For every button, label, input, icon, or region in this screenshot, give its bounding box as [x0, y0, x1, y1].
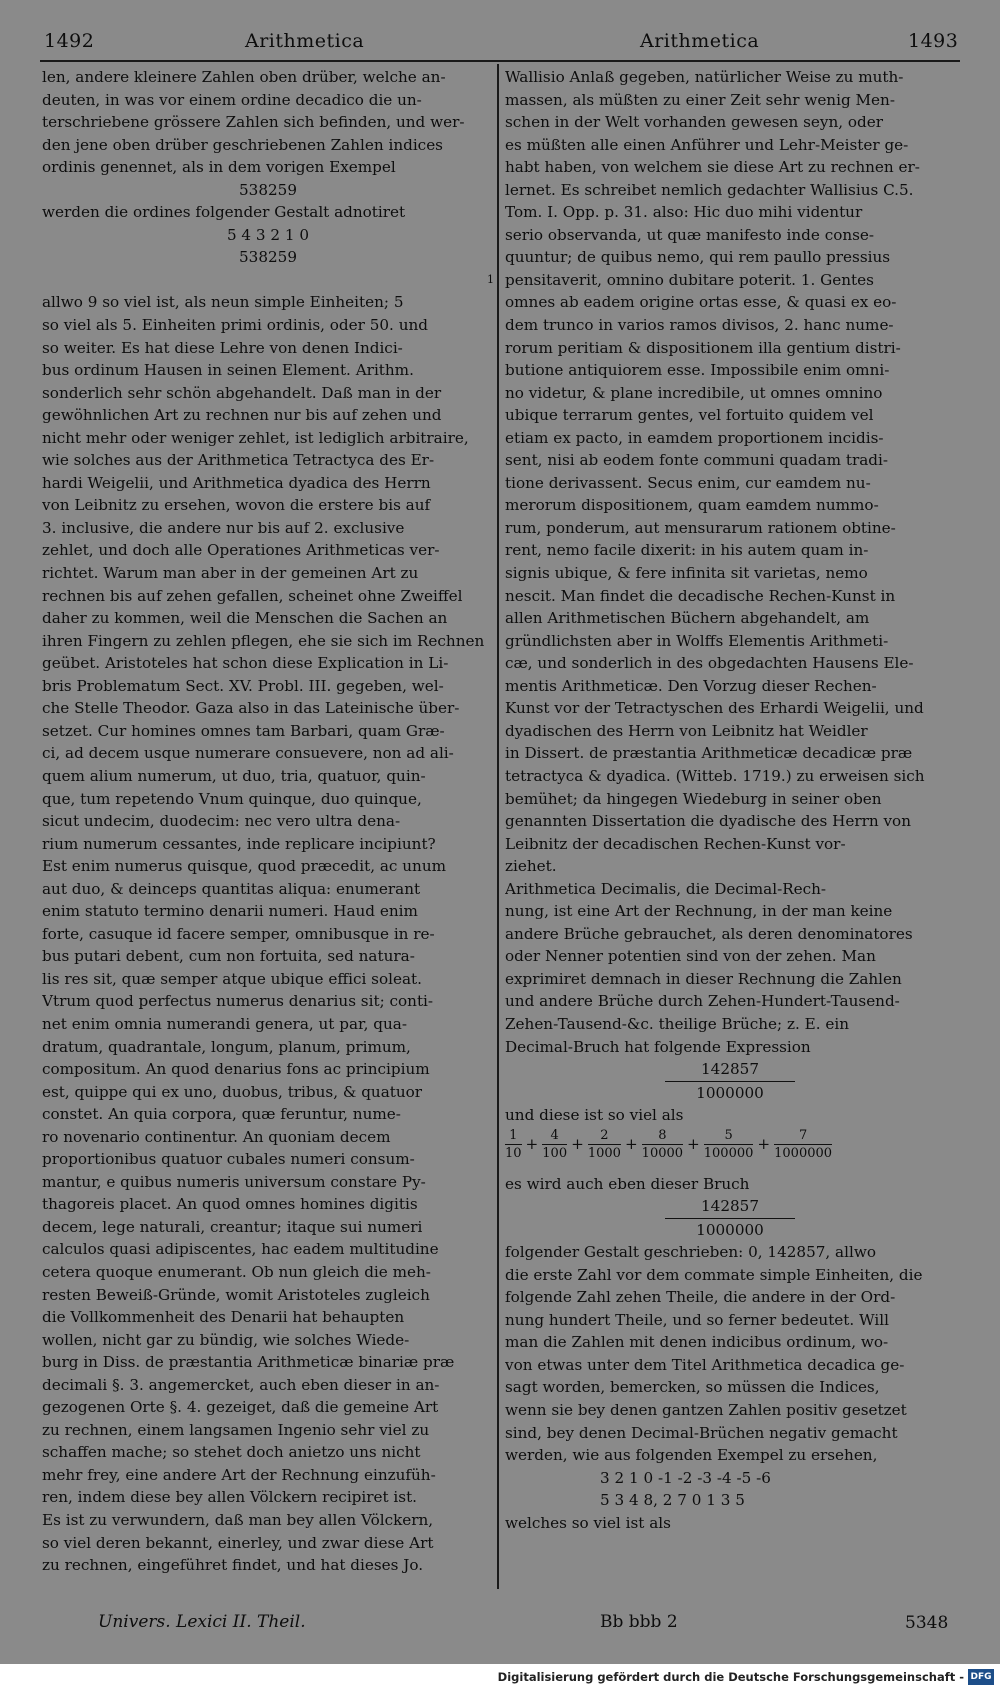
fraction-bar: [665, 1218, 795, 1219]
text-line: geübet. Aristoteles hat schon diese Explication in Li-: [42, 654, 449, 673]
text-line: cetera quoque enumerant. Ob nun gleich die meh-: [42, 1262, 431, 1281]
text-line: wollen, nicht gar zu bündig, wie solches Wiede-: [42, 1330, 410, 1349]
banner-text: Digitalisierung gefördert durch die Deutsche Forschungsgemeinschaft -: [497, 1670, 964, 1684]
text-line: 3. inclusive, die andere nur bis auf 2. exclusive: [42, 518, 405, 537]
sum-fraction-numerator: 7: [798, 1127, 808, 1143]
text-line: Vtrum quod perfectus numerus denarius sit; conti-: [42, 992, 434, 1011]
text-line: dratum, quadrantale, longum, planum, primum,: [42, 1037, 411, 1056]
number-example: 5 3 4 8, 2 7 0 1 3 5: [600, 1491, 745, 1510]
text-line: est, quippe qui ex uno, duobus, tribus, & quatuor: [42, 1082, 423, 1101]
text-line: so viel als 5. Einheiten primi ordinis, oder 50. und: [42, 316, 428, 335]
text-line: que, tum repetendo Vnum quinque, duo quinque,: [42, 789, 422, 808]
text-line: nung, ist eine Art der Rechnung, in der man keine: [505, 902, 893, 921]
text-line: hardi Weigelii, und Arithmetica dyadica des Herrn: [42, 473, 431, 492]
text-line: che Stelle Theodor. Gaza also in das Lateinische über-: [42, 699, 460, 718]
digitization-banner: [0, 1664, 1000, 1692]
text-line: tione derivassent. Secus enim, cur eamdem nu-: [505, 473, 871, 492]
text-line: deuten, in was vor einem ordine decadico die un-: [42, 90, 422, 109]
text-line: quem alium numerum, ut duo, tria, quatuor, quin-: [42, 766, 426, 785]
text-line: decem, lege naturali, creantur; itaque sui numeri: [42, 1217, 423, 1236]
text-line: genannten Dissertation die dyadische des Herrn von: [505, 812, 911, 831]
text-line: so viel deren bekannt, einerley, und zwar diese Art: [42, 1533, 434, 1552]
sum-fraction-numerator: 5: [724, 1127, 733, 1143]
text-line: so weiter. Es hat diese Lehre von denen Indici-: [42, 338, 403, 357]
text-line: massen, als müßten zu einer Zeit sehr wenig Men-: [505, 90, 895, 109]
text-line: oder Nenner potentien sind von der zehen. Man: [505, 947, 876, 966]
text-line: daher zu kommen, weil die Menschen die Sachen an: [42, 609, 448, 628]
text-line: lis res sit, quæ semper atque ubique effici soleat.: [42, 969, 422, 988]
plus-sign: +: [757, 1134, 771, 1153]
text-line: Est enim numerus quisque, quod præcedit, ac unum: [42, 857, 447, 876]
dfg-logo: DFG: [968, 1669, 994, 1685]
text-line: rium numerum cessantes, inde replicare incipiunt?: [42, 834, 436, 853]
text-line: compositum. An quod denarius fons ac principium: [42, 1060, 430, 1079]
text-line: wenn sie bey denen gantzen Zahlen positiv gesetzet: [505, 1400, 907, 1419]
right-column-lower-text: [505, 1241, 955, 1466]
sum-fraction: [704, 1127, 754, 1162]
text-line: setzet. Cur homines omnes tam Barbari, quam Græ-: [42, 721, 445, 740]
text-line: aut duo, & deinceps quantitas aliqua: enumerant: [42, 879, 421, 898]
text-line: butione antiquiorem esse. Impossibile enim omni-: [505, 361, 890, 380]
text-line: calculos quasi adipiscentes, hac eadem multitudine: [42, 1240, 439, 1259]
text-line: es müßten alle einen Anführer und Lehr-Meister ge-: [505, 135, 909, 154]
plus-sign: +: [525, 1134, 539, 1153]
text-line: richtet. Warum man aber in der gemeinen Art zu: [42, 564, 419, 583]
text-line: no videtur, & plane incredibile, ut omnes omnino: [505, 383, 883, 402]
text-line: und andere Brüche durch Zehen-Hundert-Tausend-: [505, 992, 900, 1011]
text-line: signis ubique, & fere infinita sit varietas, nemo: [505, 564, 868, 583]
right-column-text: [505, 66, 955, 1058]
text-line: von Leibnitz zu ersehen, wovon die erstere bis auf: [42, 496, 431, 515]
text-line: mantur, e quibus numeris universum constare Py-: [42, 1172, 426, 1191]
sum-fraction-denominator: 100000: [703, 1145, 754, 1161]
second-fraction: [505, 1195, 955, 1241]
text-line: Wallisio Anlaß gegeben, natürlicher Weise zu muth-: [505, 68, 904, 86]
sum-fraction: [642, 1127, 683, 1162]
text-line: gründlichsten aber in Wolffs Elementis Arithmeti-: [505, 631, 889, 650]
text-line: Arithmetica Decimalis, die Decimal-Rech-: [505, 879, 827, 898]
fraction-bar: [665, 1081, 795, 1082]
second-fraction-denominator: 1000000: [696, 1220, 764, 1239]
text-line: ci, ad decem usque numerare consuevere, non ad ali-: [42, 744, 454, 763]
text-line: andere Brüche gebrauchet, als deren denominatores: [505, 924, 913, 943]
text-line: ren, indem diese bey allen Völckern recipiret ist.: [42, 1488, 418, 1507]
text-line: zu rechnen, eingeführet findet, und hat dieses Jo.: [42, 1556, 424, 1575]
sum-fraction-numerator: 1: [509, 1127, 518, 1143]
catchword: Bb bbb 2: [600, 1612, 678, 1632]
text-line: omnes ab eadem origine ortas esse, & quasi ex eo-: [505, 293, 897, 312]
sum-fraction-numerator: 8: [658, 1127, 667, 1143]
text-line: sent, nisi ab eodem fonte communi quadam tradi-: [505, 451, 888, 470]
page-code: 5348: [905, 1613, 949, 1633]
text-line: Zehen-Tausend-&c. theilige Brüche; z. E. ein: [505, 1014, 849, 1033]
right-page-number: 1493: [908, 30, 959, 52]
left-running-title: Arithmetica: [245, 30, 365, 52]
text-line: 538259: [239, 180, 297, 199]
column-rule: [497, 64, 499, 1589]
text-line: sicut undecim, duodecim: nec vero ultra dena-: [42, 812, 401, 831]
text-line: lernet. Es schreibet nemlich gedachter Wallisius C.5.: [505, 180, 914, 199]
text-line: ziehet.: [505, 857, 557, 876]
text-line: schen in der Welt vorhanden gewesen seyn, oder: [505, 113, 884, 132]
text-line: burg in Diss. de præstantia Arithmeticæ binariæ præ: [42, 1353, 455, 1372]
text-line: serio observanda, ut quæ manifesto inde conse-: [505, 225, 875, 244]
text-line: allen Arithmetischen Büchern abgehandelt, am: [505, 609, 870, 628]
text-line: die erste Zahl vor dem commate simple Einheiten, die: [505, 1265, 923, 1284]
text-line: ordinis genennet, als in dem vorigen Exempel: [42, 158, 396, 177]
text-line: exprimiret demnach in dieser Rechnung die Zahlen: [505, 969, 902, 988]
text-line: nung hundert Theile, und so ferner bedeutet. Will: [505, 1310, 889, 1329]
sum-fraction: [774, 1127, 832, 1162]
text-line: dem trunco in varios ramos divisos, 2. hanc nume-: [505, 316, 894, 335]
sum-fraction: [542, 1127, 567, 1162]
text-line: gezogenen Orte §. 4. gezeiget, daß die gemeine Art: [42, 1398, 439, 1417]
text-line: bus putari debent, cum non fortuita, sed natura-: [42, 947, 415, 966]
sum-fraction-numerator: 2: [600, 1127, 609, 1143]
text-line: merorum dispositionem, quam eamdem nummo-: [505, 496, 879, 515]
text-line: sind, bey denen Decimal-Brüchen negativ gemacht: [505, 1423, 898, 1442]
text-line: enim statuto termino denarii numeri. Haud enim: [42, 902, 418, 921]
after-sum-text: es wird auch eben dieser Bruch: [505, 1174, 750, 1193]
right-last-line: welches so viel ist als: [505, 1513, 671, 1532]
text-line: mentis Arithmeticæ. Den Vorzug dieser Rechen-: [505, 676, 877, 695]
text-line: den jene oben drüber geschriebenen Zahlen indices: [42, 135, 443, 154]
text-line: len, andere kleinere Zahlen oben drüber, welche an-: [42, 68, 446, 86]
text-line: rent, nemo facile dixerit: in his autem quam in-: [505, 541, 869, 560]
text-line: habt haben, von welchem sie diese Art zu rechnen er-: [505, 158, 920, 177]
page-header: [0, 30, 1000, 64]
text-line: bris Problematum Sect. XV. Probl. III. gegeben, wel-: [42, 676, 444, 695]
text-line: ihren Fingern zu zehlen pflegen, ehe sie sich im Rechnen: [42, 631, 485, 650]
right-running-title: Arithmetica: [640, 30, 760, 52]
main-fraction-denominator: 1000000: [696, 1083, 764, 1102]
text-line: Kunst vor der Tetractyschen des Erhardi Weigelii, und: [505, 699, 924, 718]
text-line: folgender Gestalt geschrieben: 0, 142857, allwo: [505, 1243, 876, 1262]
text-line: allwo 9 so viel ist, als neun simple Einheiten; 5: [42, 293, 404, 312]
text-line: ubique terrarum gentes, vel fortuito quidem vel: [505, 406, 874, 425]
sum-fraction: [588, 1127, 621, 1162]
text-line: mehr frey, eine andere Art der Rechnung einzufüh-: [42, 1465, 436, 1484]
text-line: rechnen bis auf zehen gefallen, scheinet ohne Zweiffel: [42, 586, 463, 605]
left-column: [42, 66, 494, 1577]
text-line: constet. An quia corpora, quæ feruntur, nume-: [42, 1105, 401, 1124]
sum-fraction-numerator: 4: [550, 1127, 559, 1143]
text-line: schaffen mache; so stehet doch anietzo uns nicht: [42, 1443, 421, 1462]
text-line: net enim omnia numerandi genera, ut par, qua-: [42, 1014, 407, 1033]
text-line: nicht mehr oder weniger zehlet, ist lediglich arbitraire,: [42, 428, 469, 447]
main-fraction: [505, 1058, 955, 1104]
text-line: pensitaverit, omnino dubitare poterit. 1. Gentes: [505, 270, 874, 289]
after-fraction-text: und diese ist so viel als: [505, 1106, 684, 1125]
right-column: [505, 66, 955, 1534]
signature-line: Univers. Lexici II. Theil.: [98, 1612, 306, 1632]
sum-fraction-denominator: 10000: [641, 1145, 684, 1161]
text-line: man die Zahlen mit denen indicibus ordinum, wo-: [505, 1333, 889, 1352]
text-line: gewöhnlichen Art zu rechnen nur bis auf zehen und: [42, 406, 442, 425]
text-line: dyadischen des Herrn von Leibnitz hat Weidler: [505, 721, 868, 740]
text-line: bus ordinum Hausen in seinen Element. Arithm.: [42, 361, 414, 380]
text-line: zu rechnen, einem langsamen Ingenio sehr viel zu: [42, 1420, 430, 1439]
text-line: zehlet, und doch alle Operationes Arithmeticas ver-: [42, 541, 440, 560]
plus-sign: +: [624, 1134, 638, 1153]
sum-fraction-denominator: 1000: [587, 1145, 621, 1161]
sum-fraction-denominator: 1000000: [774, 1145, 833, 1161]
text-line: in Dissert. de præstantia Arithmeticæ decadicæ præ: [505, 744, 913, 763]
text-line: ro novenario continentur. An quoniam decem: [42, 1127, 391, 1146]
text-line: Leibnitz der decadischen Rechen-Kunst vor-: [505, 834, 846, 853]
text-line: sagt worden, bemercken, so müssen die Indices,: [505, 1378, 880, 1397]
text-line: Es ist zu verwundern, daß man bey allen Völckern,: [42, 1511, 434, 1529]
text-line: rorum peritiam & dispositionem illa gentium distri-: [505, 338, 901, 357]
plus-sign: +: [687, 1134, 700, 1153]
text-line: etiam ex pacto, in eamdem proportionem incidis-: [505, 428, 884, 447]
sum-fraction-denominator: 10: [505, 1145, 522, 1161]
text-line: cæ, und sonderlich in des obgedachten Hausens Ele-: [505, 654, 914, 673]
text-line: von etwas unter dem Titel Arithmetica decadica ge-: [505, 1355, 905, 1374]
fraction-sum: [505, 1127, 955, 1173]
text-line: tetractyca & dyadica. (Witteb. 1719.) zu erweisen sich: [505, 766, 925, 785]
text-line: 1: [487, 272, 494, 286]
text-line: wie solches aus der Arithmetica Tetractyca des Er-: [42, 451, 435, 470]
sum-fraction: [505, 1127, 522, 1162]
header-rule: [40, 60, 960, 62]
second-fraction-numerator: 142857: [701, 1197, 759, 1216]
text-line: nescit. Man findet die decadische Rechen-Kunst in: [505, 586, 896, 605]
indices-example: 3 2 1 0 -1 -2 -3 -4 -5 -6: [600, 1468, 771, 1487]
text-line: werden die ordines folgender Gestalt adnotiret: [42, 203, 406, 222]
text-line: 538259: [239, 248, 297, 267]
left-page-number: 1492: [44, 30, 95, 52]
text-line: decimali §. 3. angemercket, auch eben dieser in an-: [42, 1375, 440, 1394]
text-line: werden, wie aus folgenden Exempel zu ersehen,: [505, 1446, 878, 1465]
text-line: rum, ponderum, aut mensurarum rationem obtine-: [505, 518, 896, 537]
main-fraction-numerator: 142857: [701, 1060, 759, 1079]
text-line: quuntur; de quibus nemo, qui rem paullo pressius: [505, 248, 891, 267]
text-line: bemühet; da hingegen Wiedeburg in seiner oben: [505, 789, 882, 808]
text-line: sonderlich sehr schön abgehandelt. Daß man in der: [42, 383, 442, 402]
text-line: Tom. I. Opp. p. 31. also: Hic duo mihi videntur: [505, 203, 863, 222]
text-line: folgende Zahl zehen Theile, die andere in der Ord-: [505, 1288, 896, 1307]
text-line: proportionibus quatuor cubales numeri consum-: [42, 1150, 415, 1169]
sum-fraction-denominator: 100: [542, 1145, 568, 1161]
text-line: resten Beweiß-Gründe, womit Aristoteles zugleich: [42, 1285, 430, 1304]
plus-sign: +: [571, 1134, 584, 1153]
text-line: thagoreis placet. An quod omnes homines digitis: [42, 1195, 418, 1214]
text-line: die Vollkommenheit des Denarii hat behaupten: [42, 1308, 405, 1327]
text-line: forte, casuque id facere semper, omnibusque in re-: [42, 924, 435, 943]
text-line: 5 4 3 2 1 0: [226, 225, 310, 244]
text-line: terschriebene grössere Zahlen sich befinden, und wer-: [42, 113, 465, 132]
text-line: Decimal-Bruch hat folgende Expression: [505, 1037, 811, 1056]
